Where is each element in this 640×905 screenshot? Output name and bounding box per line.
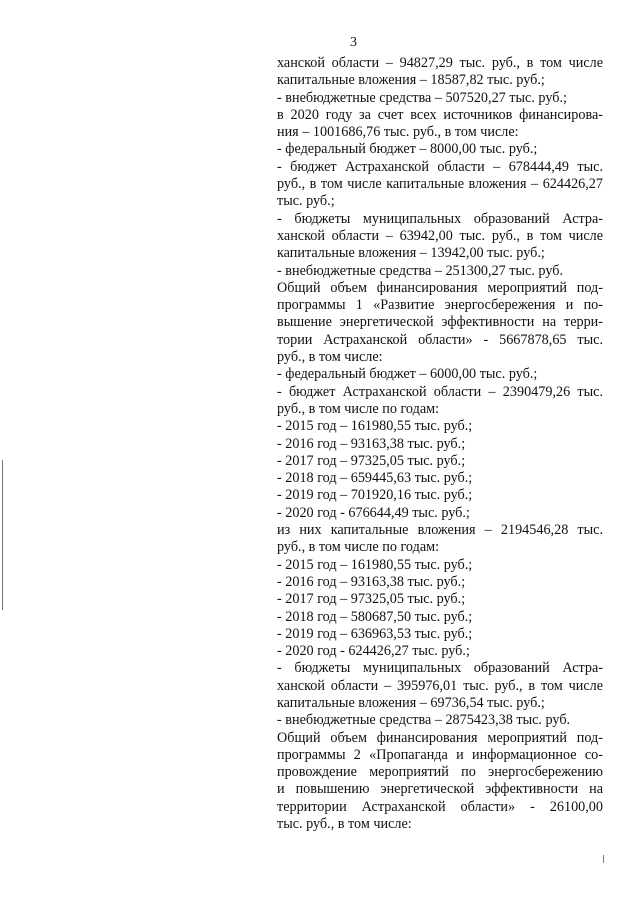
text-line: капитальные вложения – 13942,00 тыс. руб.;: [277, 245, 545, 262]
text-line: - 2016 год – 93163,38 тыс. руб.;: [277, 573, 466, 590]
text-line: - бюджет Астраханской области – 678444,49 тыс.: [277, 158, 603, 175]
text-line: - 2020 год - 624426,27 тыс. руб.;: [277, 643, 470, 660]
text-line: - 2015 год – 161980,55 тыс. руб.;: [277, 418, 473, 435]
text-line: ния – 1001686,76 тыс. руб., в том числе:: [277, 124, 519, 141]
text-line: программы 1 «Развитие энергосбережения и по-: [277, 297, 603, 314]
text-line: - федеральный бюджет – 6000,00 тыс. руб.;: [277, 366, 538, 383]
text-line: - федеральный бюджет – 8000,00 тыс. руб.;: [277, 141, 538, 158]
text-line: - бюджет Астраханской области – 2390479,26 тыс.: [277, 383, 603, 400]
text-line: - 2018 год – 659445,63 тыс. руб.;: [277, 470, 473, 487]
text-line: руб., в том числе по годам:: [277, 400, 440, 417]
text-line: тории Астраханской области» - 5667878,65 тыс.: [277, 331, 603, 348]
text-line: и повышению энергетической эффективности на: [277, 781, 603, 798]
text-line: - 2020 год - 676644,49 тыс. руб.;: [277, 504, 470, 521]
text-line: - 2019 год – 636963,53 тыс. руб.;: [277, 625, 473, 642]
text-line: руб., в том числе капитальные вложения – 624426,27: [277, 176, 603, 193]
text-line: - 2015 год – 161980,55 тыс. руб.;: [277, 556, 473, 573]
text-line: Общий объем финансирования мероприятий под-: [277, 729, 603, 746]
page-number: 3: [350, 35, 357, 50]
text-line: капитальные вложения – 18587,82 тыс. руб.;: [277, 72, 545, 89]
text-line: - бюджеты муниципальных образований Астра-: [277, 210, 603, 227]
text-line: ханской области – 63942,00 тыс. руб., в том числе: [277, 227, 603, 244]
text-line: - внебюджетные средства – 251300,27 тыс. руб.: [277, 262, 564, 279]
text-line: программы 2 «Пропаганда и информационное со-: [277, 746, 603, 763]
text-line: тыс. руб., в том числе:: [277, 816, 412, 833]
text-line: ханской области – 94827,29 тыс. руб., в том числе: [277, 55, 603, 71]
text-line: тыс. руб.;: [277, 193, 335, 210]
text-line: руб., в том числе по годам:: [277, 539, 440, 556]
text-line: - внебюджетные средства – 2875423,38 тыс. руб.: [277, 712, 571, 729]
text-line: - внебюджетные средства – 507520,27 тыс. руб.;: [277, 89, 567, 106]
scan-edge-mark: [603, 855, 604, 863]
text-line: - 2019 год – 701920,16 тыс. руб.;: [277, 487, 473, 504]
text-line: из них капитальные вложения – 2194546,28 тыс.: [277, 522, 603, 539]
document-text-column: [277, 55, 603, 833]
scan-edge-mark: [2, 460, 3, 610]
text-line: вышение энергетической эффективности на терри-: [277, 314, 603, 331]
text-line: капитальные вложения – 69736,54 тыс. руб.;: [277, 694, 545, 711]
text-line: - 2018 год – 580687,50 тыс. руб.;: [277, 608, 473, 625]
text-line: - 2017 год – 97325,05 тыс. руб.;: [277, 452, 466, 469]
text-line: Общий объем финансирования мероприятий под-: [277, 279, 603, 296]
text-line: провождение мероприятий по энергосбережению: [277, 764, 603, 781]
text-line: - 2016 год – 93163,38 тыс. руб.;: [277, 435, 466, 452]
text-line: ханской области – 395976,01 тыс. руб., в том числе: [277, 677, 603, 694]
text-line: территории Астраханской области» - 26100,00: [277, 798, 603, 815]
text-line: - бюджеты муниципальных образований Астра-: [277, 660, 603, 677]
text-line: - 2017 год – 97325,05 тыс. руб.;: [277, 591, 466, 608]
text-line: руб., в том числе:: [277, 349, 383, 366]
text-line: в 2020 году за счет всех источников финансирова-: [277, 106, 603, 123]
